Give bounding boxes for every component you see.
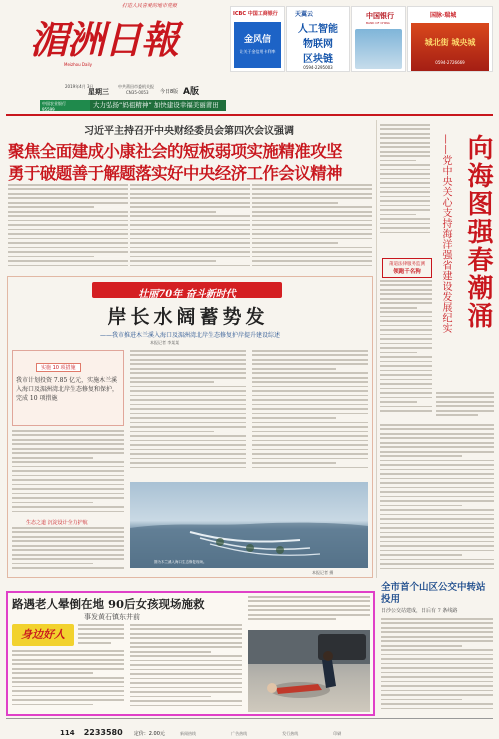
footer-phone-main: 2233580 (83, 728, 123, 737)
campaign-col3 (252, 350, 368, 478)
campaign-col2 (130, 350, 246, 478)
ad-boc[interactable] (351, 6, 406, 72)
bottom-right-body (381, 618, 493, 712)
right-intro-col (380, 124, 430, 242)
right-feature-title: 向海图强春潮涌 (463, 134, 493, 330)
ad-icbc-card (234, 22, 281, 68)
bottom-story-subtitle: 事发黄石镇东井前 (84, 613, 140, 621)
headline-line2: 勇于破题善于解题落实好中央经济工作会议精神 (8, 164, 342, 183)
campaign-section-head: 生态之道 沉淀设计全力护航 (26, 520, 88, 526)
footer-phone-left: 114 (60, 729, 75, 737)
footer-item-2: 广告热线 (231, 731, 248, 736)
bottom-right-title: 全市首个山区公交中转站投用 (381, 582, 486, 605)
ad-guomeng-line1: 城北街 城央城 (424, 38, 476, 47)
rural-bank-ad[interactable] (40, 100, 90, 111)
masthead-weekday: 星期三 (88, 88, 109, 96)
ad-tianyiyun[interactable] (286, 6, 350, 72)
footer-bar (6, 720, 493, 737)
right-subhead (382, 258, 432, 278)
masthead-title: 湄洲日報 (30, 17, 179, 62)
bottom-story-col3-top (248, 596, 370, 626)
masthead-edition: 今日8版 (160, 89, 179, 95)
ad-tianyiyun-line2: 物联网 (303, 39, 333, 50)
campaign-callout-title: 实施 10 项措施 (36, 363, 81, 372)
masthead-section: A版 (183, 87, 199, 97)
campaign-banner-text: 壮丽70年 奋斗新时代 (138, 289, 236, 300)
campaign-callout-text: 我市计划投资 7.85 亿元，实施木兰溪入海口及湄洲湾北岸生态修复和保护，完成 10 项措施 (16, 377, 119, 402)
right-divider (376, 120, 377, 578)
campaign-photo-scene (130, 482, 368, 568)
bottom-story-photo-scene (248, 630, 370, 712)
ad-icbc-line1: 金风信 (243, 35, 271, 45)
right-feature-subtitle: ——党中央关心支持海洋强省建设发展纪实 (440, 134, 451, 334)
campaign-col1-b (12, 527, 124, 573)
campaign-col1 (12, 430, 124, 516)
campaign-title: 岸长水阔蓄势发 (107, 306, 269, 328)
good-people-badge (12, 624, 74, 646)
footer-price: 定价：2.00元 (133, 731, 165, 737)
ad-guomeng-phone: 0594-2726669 (435, 60, 465, 65)
masthead-date: 2019年4月 3日 (65, 84, 94, 89)
ad-boc-brand: 中国银行 (366, 12, 394, 20)
headline-kicker: 习近平主持召开中央财经委员会第四次会议强调 (84, 126, 294, 137)
rural-bank-phone: 95599 (42, 107, 55, 112)
masthead-rule (6, 114, 493, 116)
ad-tianyiyun-phone: 0594-2295003 (303, 65, 333, 70)
footer-item-1: 新闻热线 (180, 731, 197, 736)
campaign-photo-credit: 本报记者 摄 (312, 570, 334, 575)
masthead-cn-label: 中共莆田市委机关报 (118, 84, 154, 89)
masthead-subtitle: Meizhou Daily (64, 62, 93, 67)
campaign-byline: 本报记者 李某某 (150, 340, 180, 345)
footer-item-3: 发行热线 (282, 731, 299, 736)
bottom-story-title: 路遇老人晕倒在地 90后女孩现场施救 (12, 597, 205, 611)
right-body-col-a (380, 280, 432, 420)
campaign-callout (12, 350, 124, 426)
ad-guomeng-card (411, 23, 489, 71)
campaign-photo-caption: 图为木兰溪入海口生态修复现场。 (154, 560, 207, 564)
rural-bank-brand: 中国农业银行 (42, 101, 66, 106)
right-subhead-line2: 领跑千名狗 (393, 269, 421, 275)
masthead-issn: CN35-0053 (126, 90, 149, 95)
good-people-label: 身边好人 (21, 628, 65, 641)
campaign-subtitle: ——我市推进木兰溪入海口及湄洲湾北岸生态修复护岸提升建设综述 (99, 332, 280, 339)
masthead-slogan: 打造人民喜爱的地市党报 (122, 3, 178, 9)
ad-boc-image (355, 29, 402, 69)
bottom-right-subtitle: 日沙公交站建成，日后有 7 条线路 (381, 608, 458, 614)
ad-boc-sub: BANK OF CHINA (366, 21, 390, 25)
ad-guomeng[interactable] (407, 6, 493, 72)
headline-line1: 聚焦全面建成小康社会的短板弱项实施精准攻坚 (8, 142, 342, 161)
bottom-story-col2 (130, 624, 242, 712)
headline-body-col2 (130, 184, 250, 270)
bottom-story-col1 (12, 650, 124, 712)
footer-item-4: 印刷 (333, 731, 342, 736)
bottom-story-photo (248, 630, 370, 712)
right-body-wide (380, 424, 494, 574)
bottom-story-col1-top (78, 624, 124, 648)
ad-tianyiyun-line3: 区块链 (303, 54, 333, 65)
campaign-banner (92, 282, 282, 298)
right-subhead-line1: 莆道法律服务监测 (389, 262, 425, 267)
slogan-banner: 大力弘扬“妈祖精神” 加快建设幸福美丽莆田 (90, 100, 226, 111)
ad-tianyiyun-line1: 人工智能 (298, 24, 338, 35)
right-body-col-b (436, 392, 494, 422)
ad-tianyiyun-brand: 天翼云 (295, 11, 314, 18)
footer-rule (6, 718, 493, 719)
ad-guomeng-brand: 国脉·瑞城 (430, 12, 457, 19)
campaign-photo (130, 482, 368, 568)
ad-icbc[interactable] (230, 6, 285, 72)
headline-body-col1 (8, 184, 128, 270)
headline-body-col3 (252, 184, 372, 270)
ad-icbc-brand: ICBC 中国工商银行 (233, 11, 278, 17)
ad-icbc-line2: 让关于金信用卡利率 (239, 49, 276, 54)
